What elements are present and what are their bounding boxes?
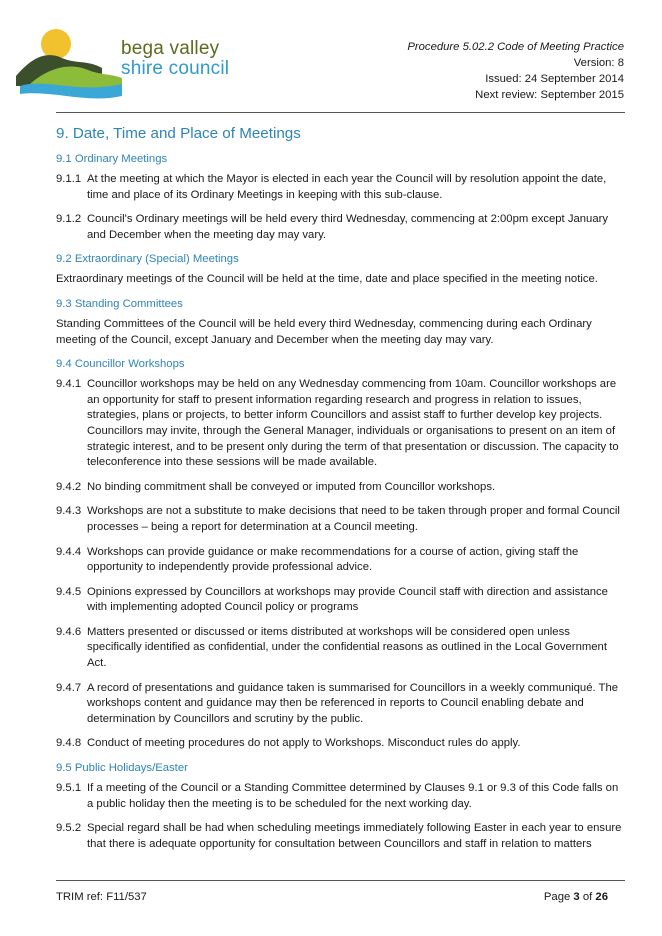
clause-9-4-2 — [56, 480, 625, 496]
next-review-date: Next review: September 2015 — [475, 89, 624, 101]
clause-number: 9.4.8 — [56, 737, 82, 750]
clause-text: A record of presentations and guidance taken is summarised for Councillors in a weekly communiqué. The workshops content and guidance may then be referenced in reports to Council enabling debate and determination by Councillors and scrutiny by the public. — [87, 681, 619, 725]
page-number — [544, 891, 608, 903]
clause-text: Councillor workshops may be held on any Wednesday commencing from 10am. Councillor workshops are an opportunity for staff to present information regarding research and progress in relation to issues, strategies, plans or projects, to better inform Councillors and assist staff to further develop key projects. Councillors may invite, through the General Manager, individuals or organisations to present on an item of strategic interest, and to be present only during the term of that presentation or discussion. The capacity to teleconference into these sessions will be made available. — [87, 378, 619, 469]
document-body — [56, 124, 625, 861]
page-current: 3 — [573, 891, 580, 903]
subsection-heading-9-1: 9.1 Ordinary Meetings — [56, 153, 168, 165]
clause-number: 9.4.7 — [56, 681, 82, 694]
clause-text: Council's Ordinary meetings will be held every third Wednesday, commencing at 2:00pm except January and December when the meeting day may vary. — [87, 213, 609, 241]
clause-text: Opinions expressed by Councillors at workshops may provide Council staff with direction and assistance with implementing adopted Council policy or programs — [87, 585, 608, 614]
clause-text: Special regard shall be had when scheduling meetings immediately following Easter in each year to ensure that there is adequate opportunity for consultation between Councillors and staff in relation to matters — [87, 822, 622, 850]
trim-reference: TRIM ref: F11/537 — [56, 891, 147, 903]
clause-number: 9.4.3 — [56, 505, 82, 518]
clause-number: 9.5.1 — [56, 782, 82, 795]
clause-number: 9.4.4 — [56, 545, 82, 558]
clause-text: Matters presented or discussed or items distributed at workshops will be considered open unless specifically identified as confidential, under the confidential reasons as outlined in the Local Government Act. — [87, 625, 607, 670]
paragraph-9-3: Standing Committees of the Council will be held every third Wednesday, commencing during each Ordinary meeting of the Council, except January and December when the meeting day may vary. — [56, 317, 592, 346]
page-total: 26 — [595, 891, 608, 903]
clause-9-4-3 — [56, 504, 625, 535]
logo-text-line1: bega valley — [121, 38, 220, 59]
clause-text: If a meeting of the Council or a Standing Committee determined by Clauses 9.1 or 9.3 of this Code falls on a public holiday then the meeting is to be scheduled for the next working day. — [87, 782, 619, 810]
clause-text: Conduct of meeting procedures do not apply to Workshops. Misconduct rules do apply. — [87, 737, 521, 750]
page-prefix: Page — [543, 891, 574, 903]
clause-9-5-2 — [56, 821, 625, 852]
clause-9-4-8 — [56, 736, 625, 752]
clause-number: 9.1.2 — [56, 213, 82, 226]
clause-9-1-2 — [56, 212, 625, 243]
paragraph-9-2: Extraordinary meetings of the Council will be held at the time, date and place specified in the meeting notice. — [56, 273, 598, 286]
clause-text: Workshops can provide guidance or make recommendations for a course of action, giving staff the opportunity to independently provide professional advice. — [87, 545, 579, 574]
clause-number: 9.5.2 — [56, 822, 82, 835]
logo-text-line2: shire council — [121, 58, 230, 79]
clause-text: Workshops are not a substitute to make decisions that need to be taken through proper and formal Council processes – being a report for determination at a Council meeting. — [87, 505, 620, 533]
subsection-heading-9-4: 9.4 Councillor Workshops — [56, 358, 185, 371]
clause-text: No binding commitment shall be conveyed or imputed from Councillor workshops. — [87, 480, 496, 493]
section-title: 9. Date, Time and Place of Meetings — [56, 125, 301, 142]
clause-text: At the meeting at which the Mayor is elected in each year the Council will by resolution appoint the date, time and place of its Ordinary Meetings in keeping with this sub-clause. — [87, 173, 607, 201]
clause-9-4-7 — [56, 681, 625, 728]
subsection-heading-9-5: 9.5 Public Holidays/Easter — [56, 762, 188, 775]
clause-9-4-5 — [56, 585, 625, 616]
clause-number: 9.4.1 — [56, 378, 82, 391]
clause-number: 9.4.2 — [56, 480, 82, 493]
logo-landscape-icon — [16, 24, 126, 106]
page-of: of — [579, 891, 596, 903]
clause-number: 9.4.5 — [56, 585, 82, 598]
issued-date: Issued: 24 September 2014 — [485, 73, 624, 85]
footer-divider — [56, 880, 625, 881]
clause-number: 9.4.6 — [56, 625, 82, 638]
council-logo — [16, 24, 240, 106]
subsection-heading-9-2: 9.2 Extraordinary (Special) Meetings — [56, 253, 239, 266]
document-metadata — [407, 39, 624, 103]
procedure-title: Procedure 5.02.2 Code of Meeting Practice — [407, 41, 624, 53]
clause-9-5-1 — [56, 781, 625, 812]
clause-9-4-4 — [56, 545, 625, 576]
version-label: Version: 8 — [573, 57, 624, 69]
clause-9-4-6 — [56, 625, 625, 672]
clause-9-4-1 — [56, 377, 625, 471]
clause-9-1-1 — [56, 172, 625, 203]
header-divider — [56, 112, 625, 113]
clause-number: 9.1.1 — [56, 173, 82, 185]
subsection-heading-9-3: 9.3 Standing Committees — [56, 297, 183, 310]
